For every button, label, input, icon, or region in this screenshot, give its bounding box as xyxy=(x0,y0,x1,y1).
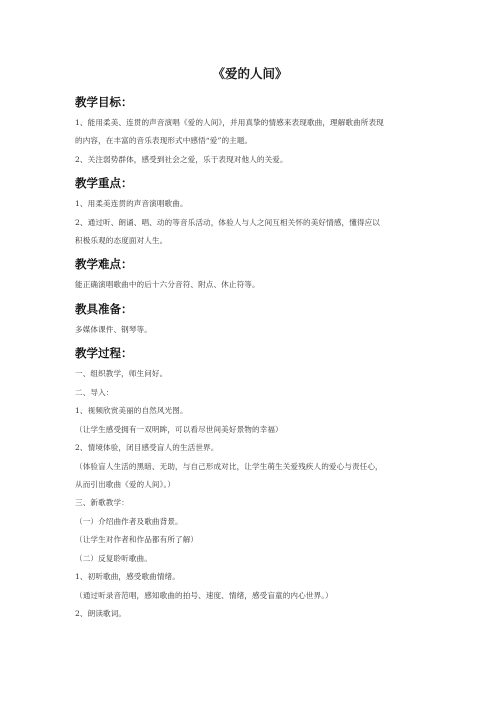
difficulties-paragraph xyxy=(75,280,427,290)
process-step-6 xyxy=(75,462,427,490)
document-title: 《爱的人间》 xyxy=(212,66,288,81)
goals-line-2: 的内容，在丰富的音乐表现形式中感悟“爱”的主题。 xyxy=(75,136,253,145)
process-line-1: 一、组织教学，师生问好。 xyxy=(75,369,168,378)
process-step-9 xyxy=(75,535,427,545)
process-line-3: 1、视频欣赏美丽的自然风光图。 xyxy=(75,406,188,415)
key-points-paragraph-1 xyxy=(75,199,427,209)
process-step-5 xyxy=(75,443,427,453)
process-line-9: （一）介绍曲作者及歌曲背景。 xyxy=(75,516,183,526)
process-step-3 xyxy=(75,406,427,416)
goals-line-1: 1、能用柔美、连贯的声音演唱《爱的人间》，并用真挚的情感来表现歌曲，理解歌曲所表现 xyxy=(75,118,384,127)
process-line-14: 2、朗读歌词。 xyxy=(75,609,127,618)
goals-paragraph-2 xyxy=(75,155,427,165)
heading-process: 教学过程： xyxy=(75,346,133,360)
key-points-line-3: 积极乐观的态度面对人生。 xyxy=(75,235,168,245)
process-step-1 xyxy=(75,369,427,379)
materials-paragraph xyxy=(75,325,427,335)
difficulties-line-1: 能正确演唱歌曲中的后十六分音符、附点、休止符等。 xyxy=(75,280,260,289)
process-step-13 xyxy=(75,609,427,619)
heading-key-points: 教学重点： xyxy=(75,176,133,190)
process-line-5: 2、情境体验，闭目感受盲人的生活世界。 xyxy=(75,443,219,452)
document-body xyxy=(75,94,427,628)
process-line-12: 1、初听歌曲，感受歌曲情绪。 xyxy=(75,572,180,581)
process-line-8: 三、新歌教学： xyxy=(75,498,129,507)
process-line-10: （让学生对作者和作品都有所了解） xyxy=(75,535,199,544)
process-step-10 xyxy=(75,554,427,564)
materials-line-1: 多媒体课件、钢琴等。 xyxy=(75,324,152,334)
process-line-11: （二）反复聆听歌曲。 xyxy=(75,553,152,563)
goals-line-3: 2、关注弱势群体，感受到社会之爱，乐于表现对他人的关爱。 xyxy=(75,154,288,164)
process-line-13: （通过听录音范唱，感知歌曲的拍号、速度、情绪，感受盲童的内心世界。） xyxy=(75,590,333,600)
process-line-4: （让学生感受拥有一双明眸，可以看尽世间美好景物的幸福） xyxy=(75,424,283,434)
heading-goals: 教学目标： xyxy=(75,95,133,109)
process-step-2 xyxy=(75,388,427,398)
key-points-line-2: 2、通过听、朗诵、唱、动的等音乐活动，体验人与人之间互相关怀的美好情感，懂得应以 xyxy=(75,217,380,227)
key-points-line-1: 1、用柔美连贯的声音演唱歌曲。 xyxy=(75,199,188,208)
heading-materials: 教具准备： xyxy=(75,301,133,316)
process-step-12 xyxy=(75,591,427,601)
process-line-7: 从而引出歌曲《爱的人间》。） xyxy=(75,479,176,489)
goals-paragraph-1 xyxy=(75,118,427,146)
process-step-11 xyxy=(75,572,427,582)
process-line-2: 二、导入： xyxy=(75,387,114,397)
process-step-8 xyxy=(75,517,427,527)
process-step-7 xyxy=(75,498,427,508)
heading-difficulties: 教学难点： xyxy=(75,257,133,271)
process-step-4 xyxy=(75,425,427,435)
process-line-6: （体验盲人生活的黑暗、无助，与自己形成对比，让学生萌生关爱残疾人的爱心与责任心， xyxy=(75,461,383,471)
key-points-paragraph-2 xyxy=(75,218,427,246)
